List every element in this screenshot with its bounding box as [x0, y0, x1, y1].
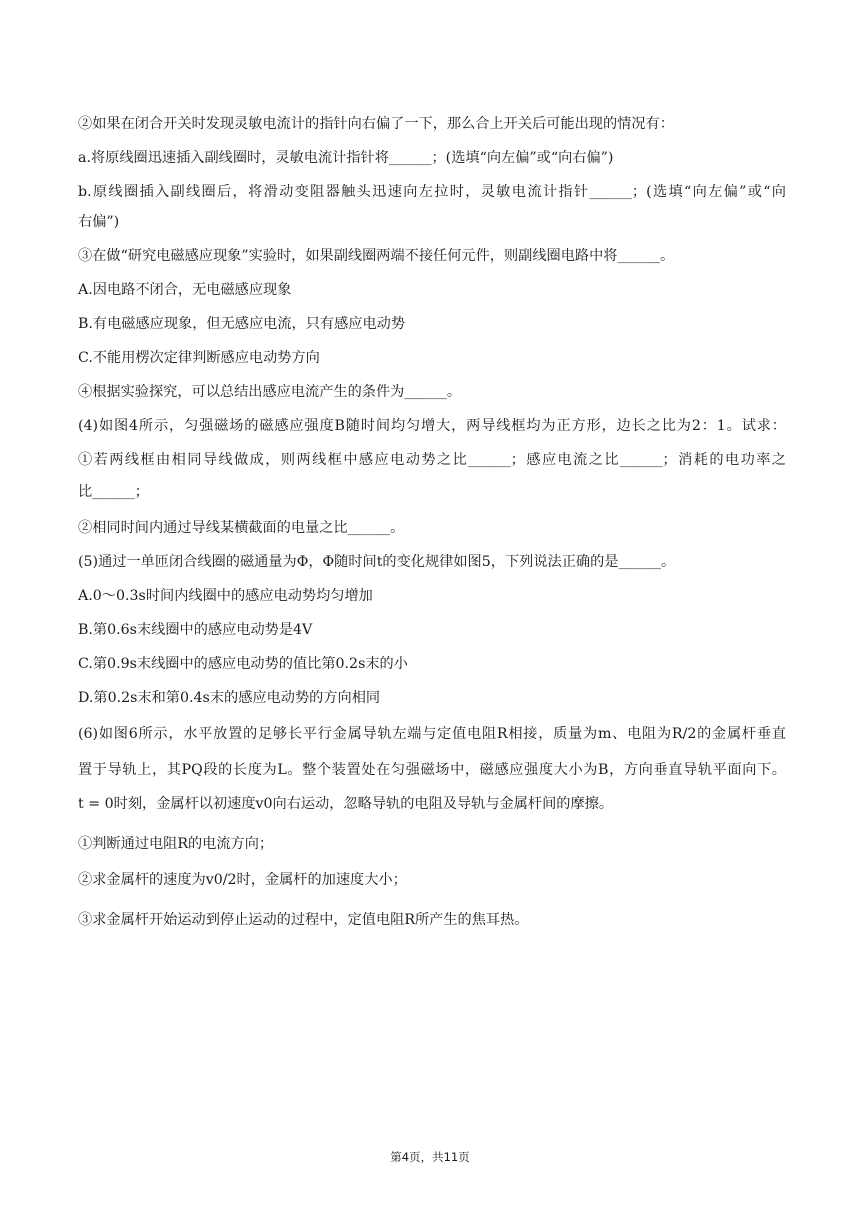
text-line: a.将原线圈迅速插入副线圈时，灵敏电流计指针将______；(选填“向左偏”或“向右偏”) — [78, 150, 614, 166]
text-line: ①判断通过电阻R的电流方向； — [78, 836, 274, 852]
text-line: (6)如图6所示，水平放置的足够长平行金属导轨左端与定值电阻R相接，质量为m、电阻为R/2的金属杆垂直 — [78, 726, 786, 742]
text-line: (4)如图4所示，匀强磁场的磁感应强度B随时间均匀增大，两导线框均为正方形，边长之比为2：1。试求： — [78, 418, 786, 434]
text-line: 比______； — [78, 484, 149, 500]
option-line: B.有电磁感应现象，但无感应电流，只有感应电动势 — [78, 316, 406, 332]
text-line: ①若两线框由相同导线做成，则两线框中感应电动势之比______；感应电流之比______；消耗的电功率之 — [78, 452, 786, 468]
text-line: ②求金属杆的速度为v0/2时，金属杆的加速度大小； — [78, 872, 407, 888]
option-line: A.0～0.3s时间内线圈中的感应电动势均匀增加 — [78, 588, 373, 604]
text-line: ③在做“研究电磁感应现象”实验时，如果副线圈两端不接任何元件，则副线圈电路中将______。 — [78, 248, 675, 264]
option-line: A.因电路不闭合，无电磁感应现象 — [78, 282, 292, 298]
option-line: B.第0.6s末线圈中的感应电动势是4V — [78, 622, 313, 638]
page-footer: 第4页，共11页 — [390, 1150, 470, 1164]
text-line: 右偏”) — [78, 214, 120, 230]
text-line: ②相同时间内通过导线某横截面的电量之比______。 — [78, 520, 405, 536]
text-line: 置于导轨上，其PQ段的长度为L。整个装置处在匀强磁场中，磁感应强度大小为B，方向垂直导轨平面向下。 — [78, 762, 786, 778]
text-line: ③求金属杆开始运动到停止运动的过程中，定值电阻R所产生的焦耳热。 — [78, 912, 529, 928]
text-line: ②如果在闭合开关时发现灵敏电流计的指针向右偏了一下，那么合上开关后可能出现的情况有： — [78, 116, 674, 132]
option-line: D.第0.2s末和第0.4s末的感应电动势的方向相同 — [78, 690, 381, 706]
option-line: C.不能用楞次定律判断感应电动势方向 — [78, 350, 320, 366]
text-line: t = 0时刻，金属杆以初速度v0向右运动，忽略导轨的电阻及导轨与金属杆间的摩擦。 — [78, 796, 614, 812]
option-line: C.第0.9s末线圈中的感应电动势的值比第0.2s末的小 — [78, 656, 408, 672]
text-line: ④根据实验探究，可以总结出感应电流产生的条件为______。 — [78, 384, 462, 400]
text-line: (5)通过一单匝闭合线圈的磁通量为Φ，Φ随时间t的变化规律如图5，下列说法正确的是______。 — [78, 554, 676, 570]
text-line: b.原线圈插入副线圈后，将滑动变阻器触头迅速向左拉时，灵敏电流计指针______；(选填“向左偏”或“向 — [78, 184, 786, 200]
